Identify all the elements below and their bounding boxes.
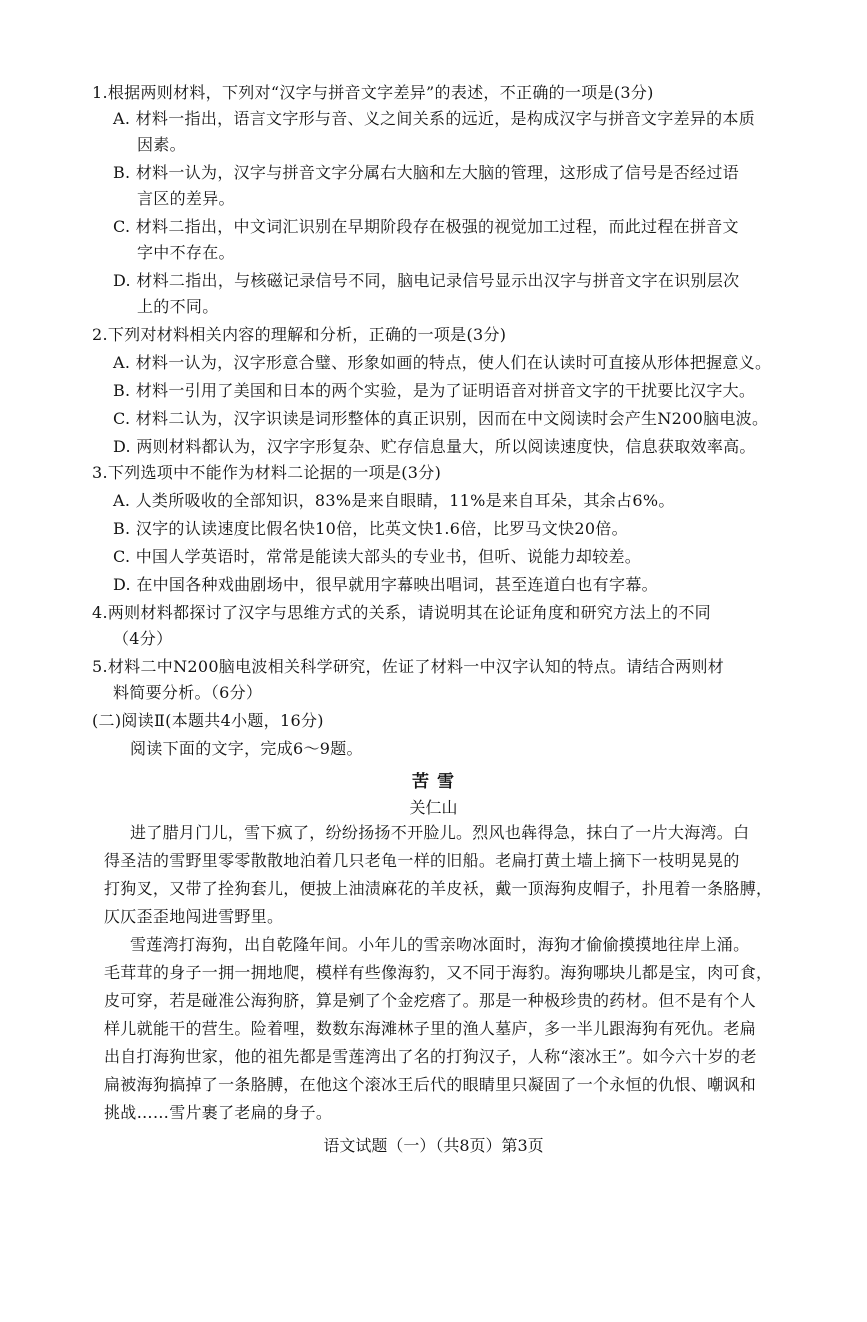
question-1-option-d: D. 材料二指出，与核磁记录信号不同，脑电记录信号显示出汉字与拼音文字在识别层次 xyxy=(113,271,740,290)
story-author: 关仁山 xyxy=(409,798,458,817)
story-paragraph-2-line: 挑战……雪片裹了老扁的身子。 xyxy=(104,1103,333,1122)
question-3-option-b: B. 汉字的认读速度比假名快10倍，比英文快1.6倍，比罗马文快20倍。 xyxy=(113,519,628,538)
question-5-stem-cont: 料简要分析。（6分） xyxy=(113,683,263,702)
story-paragraph-2-line: 样儿就能干的营生。险着哩，数数东海滩林子里的渔人墓庐，多一半儿跟海狗有死仇。老扁 xyxy=(104,1019,757,1038)
question-2-option-c: C. 材料二认为，汉字识读是词形整体的真正识别，因而在中文阅读时会产生N200脑电波。 xyxy=(113,409,769,428)
page-footer: 语文试题（一）（共8页）第3页 xyxy=(323,1136,544,1155)
question-3-option-d: D. 在中国各种戏曲剧场中，很早就用字幕映出唱词，甚至连道白也有字幕。 xyxy=(113,575,658,594)
question-1-option-c: C. 材料二指出，中文词汇识别在早期阶段存在极强的视觉加工过程，而此过程在拼音文 xyxy=(113,217,739,236)
question-1-option-a: A. 材料一指出，语言文字形与音、义之间关系的远近，是构成汉字与拼音文字差异的本质 xyxy=(113,109,756,128)
question-5-stem: 5.材料二中N200脑电波相关科学研究，佐证了材料一中汉字认知的特点。请结合两则材 xyxy=(92,657,725,676)
section-instruction: 阅读下面的文字，完成6～9题。 xyxy=(130,739,363,758)
question-2-stem: 2.下列对材料相关内容的理解和分析，正确的一项是(3分) xyxy=(92,325,507,344)
question-2-option-b: B. 材料一引用了美国和日本的两个实验，是为了证明语音对拼音文字的干扰要比汉字大。 xyxy=(113,381,756,400)
question-1-option-b-cont: 言区的差异。 xyxy=(137,189,235,208)
question-3-option-a: A. 人类所吸收的全部知识，83%是来自眼睛，11%是来自耳朵，其余占6%。 xyxy=(113,491,675,510)
question-1-option-d-cont: 上的不同。 xyxy=(137,297,219,316)
story-paragraph-2-line: 毛茸茸的身子一拥一拥地爬，模样有些像海豹，又不同于海豹。海狗哪块儿都是宝，肉可食， xyxy=(104,963,773,982)
question-2-option-d: D. 两则材料都认为，汉字字形复杂、贮存信息量大，所以阅读速度快，信息获取效率高。 xyxy=(113,437,756,456)
story-paragraph-1-line: 进了腊月门儿，雪下疯了，纷纷扬扬不开脸儿。烈风也犇得急，抹白了一片大海湾。白 xyxy=(130,823,750,842)
question-2-option-a: A. 材料一认为，汉字形意合璧、形象如画的特点，使人们在认读时可直接从形体把握意义。 xyxy=(113,353,772,372)
story-paragraph-2-line: 雪莲湾打海狗，出自乾隆年间。小年儿的雪亲吻冰面时，海狗才偷偷摸摸地往岸上涌。 xyxy=(130,935,750,954)
story-paragraph-2-line: 出自打海狗世家，他的祖先都是雪莲湾出了名的打狗汉子，人称“滚冰王”。如今六十岁的老 xyxy=(104,1047,757,1066)
story-paragraph-2-line: 扁被海狗搞掉了一条胳膊，在他这个滚冰王后代的眼睛里只凝固了一个永恒的仇恨、嘲讽和 xyxy=(104,1075,757,1094)
story-paragraph-1-line: 打狗叉，又带了拴狗套儿，便披上油渍麻花的羊皮袄，戴一顶海狗皮帽子，扑甩着一条胳膊， xyxy=(104,879,773,898)
question-4-stem-cont: （4分） xyxy=(113,629,173,648)
question-3-option-c: C. 中国人学英语时，常常是能读大部头的专业书，但听、说能力却较差。 xyxy=(113,547,642,566)
question-1-stem: 1.根据两则材料，下列对“汉字与拼音文字差异”的表述，不正确的一项是(3分) xyxy=(92,83,654,102)
question-4-stem: 4.两则材料都探讨了汉字与思维方式的关系，请说明其在论证角度和研究方法上的不同 xyxy=(92,603,711,622)
question-1-option-b: B. 材料一认为，汉字与拼音文字分属右大脑和左大脑的管理，这形成了信号是否经过语 xyxy=(113,163,739,182)
story-title: 苦 雪 xyxy=(412,772,455,792)
story-paragraph-1-line: 仄仄歪歪地闯进雪野里。 xyxy=(104,907,284,926)
question-3-stem: 3.下列选项中不能作为材料二论据的一项是(3分) xyxy=(92,463,442,482)
question-1-option-c-cont: 字中不存在。 xyxy=(137,243,235,262)
story-paragraph-2-line: 皮可穿，若是碰准公海狗脐，算是剜了个金疙瘩了。那是一种极珍贵的药材。但不是有个人 xyxy=(104,991,757,1010)
section-heading: (二)阅读Ⅱ(本题共4小题，16分) xyxy=(92,711,324,730)
story-paragraph-1-line: 得圣洁的雪野里零零散散地泊着几只老龟一样的旧船。老扁打黄土墙上摘下一枝明晃晃的 xyxy=(104,851,740,870)
question-1-option-a-cont: 因素。 xyxy=(137,135,186,154)
